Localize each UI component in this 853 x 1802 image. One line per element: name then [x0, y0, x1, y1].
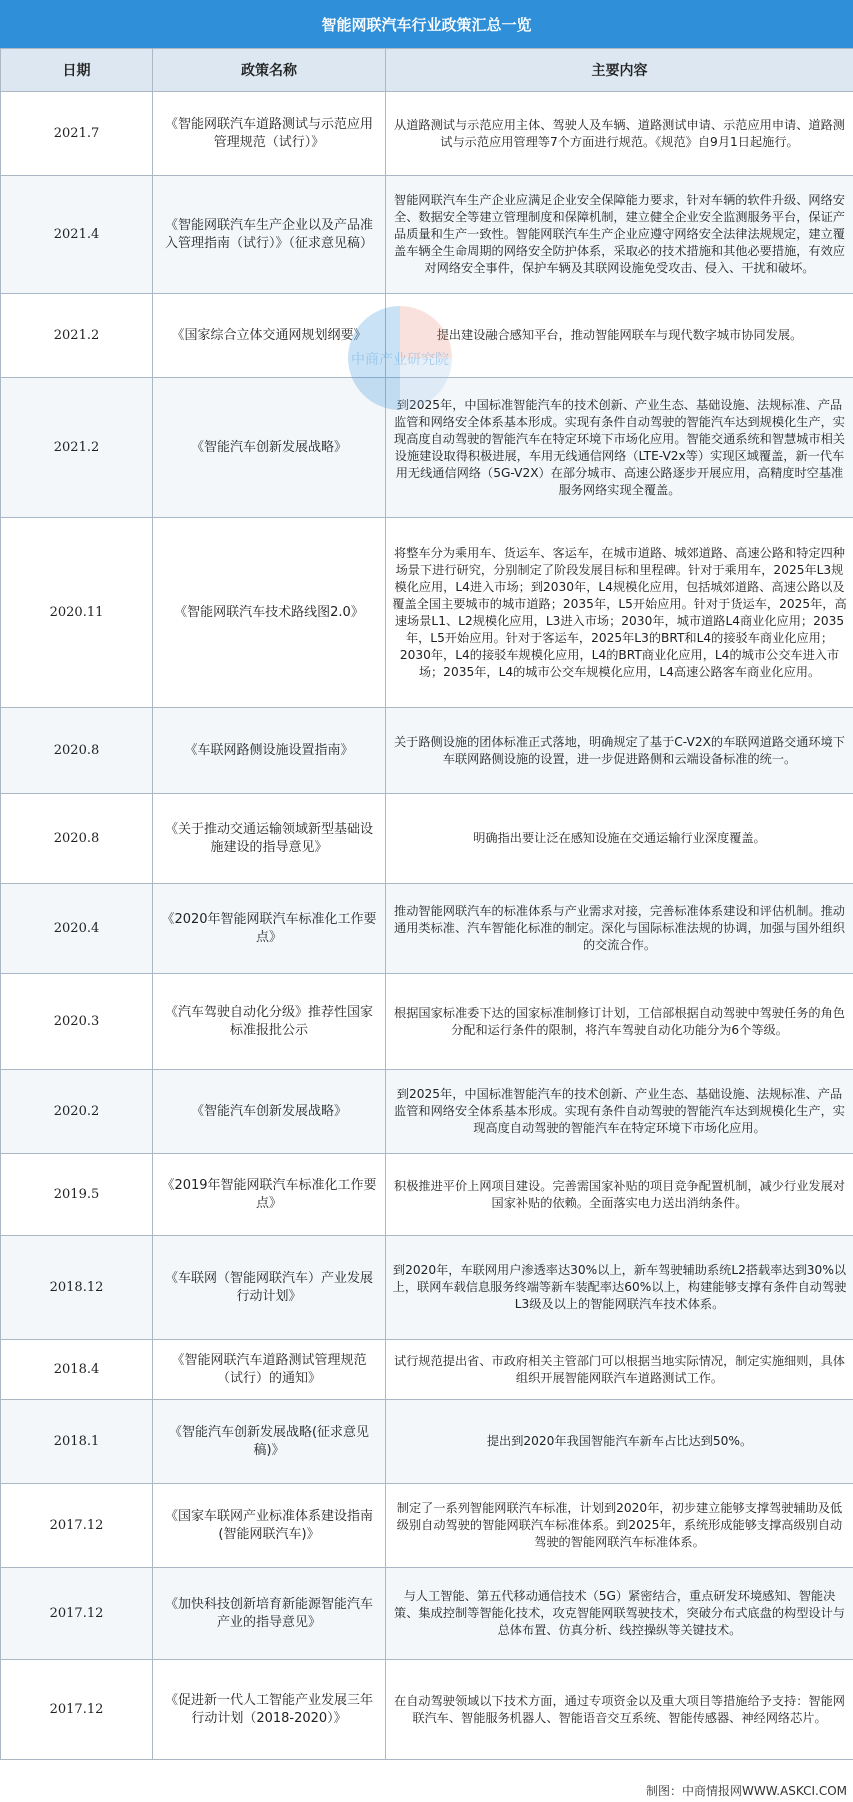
row-content: 推动智能网联汽车的标准体系与产业需求对接，完善标准体系建设和评估机制。推动通用类标准、汽车智能化标准的制定。深化与国际标准法规的协调，加强与国外组织的交流合作。: [386, 884, 853, 974]
row-date: 2021.4: [1, 176, 153, 294]
row-content: 到2025年，中国标准智能汽车的技术创新、产业生态、基础设施、法规标准、产品监管和网络安全体系基本形成。实现有条件自动驾驶的智能汽车达到规模化生产，实现高度自动驾驶的智能汽车在特定环境下市场化应用。: [386, 1070, 853, 1154]
row-content: 关于路侧设施的团体标准正式落地，明确规定了基于C-V2X的车联网道路交通环境下车联网路侧设施的设置，进一步促进路侧和云端设备标准的统一。: [386, 708, 853, 794]
row-date: 2021.2: [1, 378, 153, 518]
row-policy-name: 《智能汽车创新发展战略》: [153, 378, 386, 518]
row-date: 2017.12: [1, 1484, 153, 1568]
row-content: 在自动驾驶领域以下技术方面，通过专项资金以及重大项目等措施给予支持：智能网联汽车、智能服务机器人、智能语音交互系统、智能传感器、神经网络芯片。: [386, 1660, 853, 1760]
row-date: 2019.5: [1, 1154, 153, 1236]
row-policy-name: 《车联网（智能网联汽车）产业发展行动计划》: [153, 1236, 386, 1340]
table-row: [1, 378, 853, 518]
table-row: [1, 1236, 853, 1340]
row-date: 2018.1: [1, 1400, 153, 1484]
watermark-text: 中商产业研究院: [351, 352, 449, 368]
row-date: 2017.12: [1, 1660, 153, 1760]
row-date: 2018.12: [1, 1236, 153, 1340]
table-row: [1, 1484, 853, 1568]
row-content: 制定了一系列智能网联汽车标准，计划到2020年，初步建立能够支撑驾驶辅助及低级别自动驾驶的智能网联汽车标准体系。到2025年，系统形成能够支撑高级别自动驾驶的智能网联汽车标准体系。: [386, 1484, 853, 1568]
row-content: 从道路测试与示范应用主体、驾驶人及车辆、道路测试申请、示范应用申请、道路测试与示范应用管理等7个方面进行规范。《规范》自9月1日起施行。: [386, 92, 853, 176]
row-date: 2020.11: [1, 518, 153, 708]
table-row: [1, 518, 853, 708]
table-row: [1, 1660, 853, 1760]
row-policy-name: 《车联网路侧设施设置指南》: [153, 708, 386, 794]
table-row: [1, 708, 853, 794]
row-policy-name: 《汽车驾驶自动化分级》推荐性国家标准报批公示: [153, 974, 386, 1070]
row-date: 2020.4: [1, 884, 153, 974]
row-content: 智能网联汽车生产企业应满足企业安全保障能力要求，针对车辆的软件升级、网络安全、数据安全等建立管理制度和保障机制，建立健全企业安全监测服务平台，保证产品质量和生产一致性。智能网联汽车生产企业应遵守网络安全法律法规规定，建立覆盖车辆全生命周期的网络安全防护体系，采取必的技术措施和其他必要措施，有效应对网络安全事件，保护车辆及其联网设施免受攻击、侵入、干扰和破坏。: [386, 176, 853, 294]
row-policy-name: 《智能网联汽车技术路线图2.0》: [153, 518, 386, 708]
row-date: 2021.7: [1, 92, 153, 176]
row-content: 提出建设融合感知平台，推动智能网联车与现代数字城市协同发展。: [386, 294, 853, 378]
row-policy-name: 《智能网联汽车道路测试与示范应用管理规范（试行）》: [153, 92, 386, 176]
row-policy-name: 《国家综合立体交通网规划纲要》: [153, 294, 386, 378]
table-row: [1, 176, 853, 294]
row-policy-name: 《关于推动交通运输领域新型基础设施建设的指导意见》: [153, 794, 386, 884]
row-content: 到2020年，车联网用户渗透率达30%以上，新车驾驶辅助系统L2搭载率达到30%以上，联网车载信息服务终端等新车装配率达60%以上，构建能够支撑有条件自动驾驶L3级及以上的智能网联汽车技术体系。: [386, 1236, 853, 1340]
row-content: 积极推进平价上网项目建设。完善需国家补贴的项目竞争配置机制，减少行业发展对国家补贴的依赖。全面落实电力送出消纳条件。: [386, 1154, 853, 1236]
row-content: 与人工智能、第五代移动通信技术（5G）紧密结合，重点研发环境感知、智能决策、集成控制等智能化技术，攻克智能网联驾驶技术，突破分布式底盘的构型设计与总体布置、仿真分析、线控操纵等关键技术。: [386, 1568, 853, 1660]
row-date: 2018.4: [1, 1340, 153, 1400]
table-row: [1, 1154, 853, 1236]
row-date: 2021.2: [1, 294, 153, 378]
row-policy-name: 《国家车联网产业标准体系建设指南(智能网联汽车)》: [153, 1484, 386, 1568]
row-policy-name: 《2020年智能网联汽车标准化工作要点》: [153, 884, 386, 974]
row-date: 2017.12: [1, 1568, 153, 1660]
row-date: 2020.8: [1, 708, 153, 794]
row-date: 2020.3: [1, 974, 153, 1070]
table-row: [1, 92, 853, 176]
row-content: 试行规范提出省、市政府相关主管部门可以根据当地实际情况，制定实施细则，具体组织开展智能网联汽车道路测试工作。: [386, 1340, 853, 1400]
policy-table: [0, 48, 853, 1760]
row-date: 2020.8: [1, 794, 153, 884]
row-date: 2020.2: [1, 1070, 153, 1154]
column-header-content: 主要内容: [386, 49, 853, 92]
table-row: [1, 1340, 853, 1400]
table-row: [1, 794, 853, 884]
table-title: 智能网联汽车行业政策汇总一览: [0, 0, 853, 48]
source-credit: 制图：中商情报网WWW.ASKCI.COM: [646, 1784, 847, 1798]
row-policy-name: 《2019年智能网联汽车标准化工作要点》: [153, 1154, 386, 1236]
table-row: [1, 1070, 853, 1154]
row-content: 明确指出要让泛在感知设施在交通运输行业深度覆盖。: [386, 794, 853, 884]
table-row: [1, 974, 853, 1070]
row-content: 将整车分为乘用车、货运车、客运车，在城市道路、城郊道路、高速公路和特定四种场景下进行研究，分别制定了阶段发展目标和里程碑。针对于乘用车，2025年L3规模化应用，L4进入市场；到2030年，L4规模化应用，包括城郊道路、高速公路以及覆盖全国主要城市的城市道路；2035年，L5开始应用。针对于货运车，2025年，高速场景L1、L2规模化应用，L3进入市场；2030年，城市道路L4商业化应用；2035年，L5开始应用。针对于客运车，2025年L3的BRT和L4的接驳车商业化应用；2030年，L4的接驳车规模化应用，L4的BRT商业化应用，L4的城市公交车进入市场；2035年，L4的城市公交车规模化应用，L4高速公路客车商业化应用。: [386, 518, 853, 708]
column-header-policy-name: 政策名称: [153, 49, 386, 92]
table-row: [1, 1400, 853, 1484]
row-content: 提出到2020年我国智能汽车新车占比达到50%。: [386, 1400, 853, 1484]
column-header-date: 日期: [1, 49, 153, 92]
header-row: [1, 49, 853, 92]
table-row: [1, 294, 853, 378]
row-policy-name: 《智能汽车创新发展战略(征求意见稿)》: [153, 1400, 386, 1484]
row-policy-name: 《智能网联汽车道路测试管理规范（试行）的通知》: [153, 1340, 386, 1400]
row-content: 根据国家标准委下达的国家标准制修订计划，工信部根据自动驾驶中驾驶任务的角色分配和运行条件的限制，将汽车驾驶自动化功能分为6个等级。: [386, 974, 853, 1070]
row-policy-name: 《智能汽车创新发展战略》: [153, 1070, 386, 1154]
row-policy-name: 《加快科技创新培育新能源智能汽车产业的指导意见》: [153, 1568, 386, 1660]
table-row: [1, 1568, 853, 1660]
row-content: 到2025年，中国标准智能汽车的技术创新、产业生态、基础设施、法规标准、产品监管和网络安全体系基本形成。实现有条件自动驾驶的智能汽车达到规模化生产，实现高度自动驾驶的智能汽车在特定环境下市场化应用。智能交通系统和智慧城市相关设施建设取得积极进展，车用无线通信网络（LTE-V2x等）实现区域覆盖，新一代车用无线通信网络（5G-V2X）在部分城市、高速公路逐步开展应用，高精度时空基准服务网络实现全覆盖。: [386, 378, 853, 518]
row-policy-name: 《促进新一代人工智能产业发展三年行动计划（2018-2020）》: [153, 1660, 386, 1760]
row-policy-name: 《智能网联汽车生产企业以及产品准入管理指南（试行）》（征求意见稿）: [153, 176, 386, 294]
table-row: [1, 884, 853, 974]
